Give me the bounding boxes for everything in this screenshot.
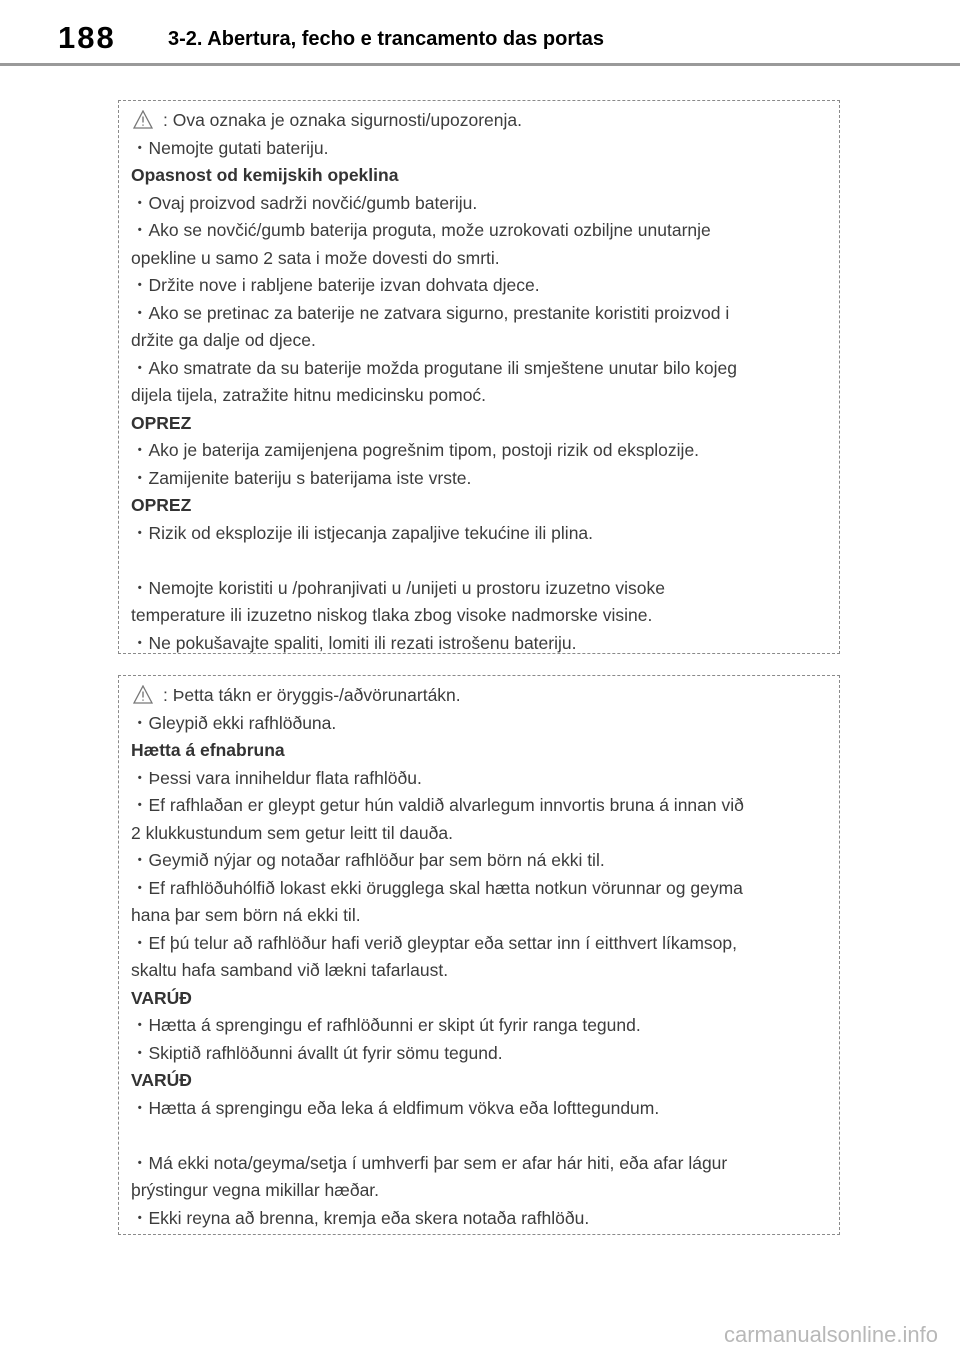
warning-text-line: [131, 820, 829, 848]
line-text: opekline u samo 2 sata i može dovesti do smrti.: [131, 247, 500, 268]
line-text: ・Zamijenite bateriju s baterijama iste vrste.: [131, 467, 472, 488]
line-text: Hætta á efnabruna: [131, 740, 285, 760]
warning-heading: [131, 492, 829, 520]
blank-line: [131, 1122, 829, 1150]
line-text: ・Ef þú telur að rafhlöður hafi verið gleyptar eða settar inn í eitthvert líkamsop,: [131, 932, 738, 953]
watermark: carmanualsonline.info: [723, 1322, 938, 1347]
line-text: hana þar sem börn ná ekki til.: [131, 905, 361, 925]
line-text: dijela tijela, zatražite hitnu medicinsku pomoć.: [131, 385, 487, 405]
warning-text-line: [131, 902, 829, 930]
line-text: ・Držite nove i rabljene baterije izvan dohvata djece.: [131, 275, 540, 295]
line-text: skaltu hafa samband við lækni tafarlaust.: [131, 960, 449, 980]
warning-text-line: [131, 1012, 829, 1040]
line-text: OPREZ: [131, 412, 192, 433]
line-text: temperature ili izuzetno niskog tlaka zbog visoke nadmorske visine.: [131, 605, 653, 625]
line-text: : Þetta tákn er öryggis-/aðvörunartákn.: [163, 685, 461, 705]
line-text: ・Skiptið rafhlöðunni ávallt út fyrir sömu tegund.: [131, 1042, 503, 1063]
warning-text-line: [131, 272, 829, 300]
warning-text-line: [131, 792, 829, 820]
warning-triangle-icon: [133, 110, 153, 138]
line-text: ・Ekki reyna að brenna, kremja eða skera notaða rafhlöðu.: [131, 1207, 590, 1228]
warning-text-line: [131, 135, 829, 163]
warning-text-line: [131, 710, 829, 738]
warning-text-line: [131, 602, 829, 630]
warning-box-icelandic: [118, 675, 840, 1235]
warning-text-line: [131, 355, 829, 383]
warning-text-line: [131, 957, 829, 985]
line-text: ・Ef rafhlaðan er gleypt getur hún valdið alvarlegum innvortis bruna á innan við: [131, 795, 744, 815]
line-text: ・Geymið nýjar og notaðar rafhlöður þar sem börn ná ekki til.: [131, 850, 605, 870]
line-text: ・Ako smatrate da su baterije možda progutane ili smještene unutar bilo kojeg: [131, 357, 738, 378]
line-text: þrýstingur vegna mikillar hæðar.: [131, 1180, 380, 1200]
warning-triangle-icon: [133, 685, 153, 713]
line-text: ・Ne pokušavajte spaliti, lomiti ili rezati istrošenu bateriju.: [131, 632, 577, 653]
warning-text-line: [131, 520, 829, 548]
line-text: ・Þessi vara inniheldur flata rafhlöðu.: [131, 767, 422, 788]
section-title: 3-2. Abertura, fecho e trancamento das portas: [168, 28, 605, 50]
warning-text-line: [131, 1150, 829, 1178]
line-text: ・Má ekki nota/geyma/setja í umhverfi þar sem er afar hár hiti, eða afar lágur: [131, 1152, 728, 1173]
warning-text-line: [131, 217, 829, 245]
warning-heading: [131, 985, 829, 1013]
line-text: VARÚÐ: [131, 987, 192, 1008]
line-text: : Ova oznaka je oznaka sigurnosti/upozorenja.: [163, 110, 522, 130]
warning-heading: [131, 737, 829, 765]
warning-text-line: [131, 465, 829, 493]
line-text: Opasnost od kemijskih opeklina: [131, 165, 399, 185]
line-text: ・Gleypið ekki rafhlöðuna.: [131, 712, 337, 733]
line-text: VARÚÐ: [131, 1070, 192, 1090]
warning-text-line: [131, 245, 829, 273]
warning-text-line: [131, 765, 829, 793]
line-text: držite ga dalje od djece.: [131, 330, 316, 350]
line-text: ・Nemojte koristiti u /pohranjivati u /unijeti u prostoru izuzetno visoke: [131, 577, 665, 598]
warning-box-croatian: [118, 100, 840, 654]
line-text: ・Ako se novčić/gumb baterija proguta, može uzrokovati ozbiljne unutarnje: [131, 220, 711, 240]
warning-text-line: [131, 930, 829, 958]
warning-text-line: [131, 437, 829, 465]
line-text: ・Nemojte gutati bateriju.: [131, 137, 329, 158]
page-number: 188: [58, 20, 116, 55]
warning-text-line: [131, 575, 829, 603]
warning-text-line: [131, 382, 829, 410]
warning-text-line: [131, 1095, 829, 1123]
line-text: OPREZ: [131, 495, 192, 515]
page-header: [0, 0, 960, 66]
line-text: ・Ako se pretinac za baterije ne zatvara sigurno, prestanite koristiti proizvod i: [131, 302, 730, 323]
line-text: ・Ako je baterija zamijenjena pogrešnim tipom, postoji rizik od eksplozije.: [131, 440, 700, 460]
warning-heading: [131, 1067, 829, 1095]
line-text: ・Rizik od eksplozije ili istjecanja zapaljive tekućine ili plina.: [131, 522, 594, 543]
line-text: ・Hætta á sprengingu eða leka á eldfimum vökva eða lofttegundum.: [131, 1097, 660, 1118]
warning-heading: [131, 162, 829, 190]
warning-text-line: [131, 847, 829, 875]
warning-text-line: [131, 1040, 829, 1068]
warning-text-line: [131, 300, 829, 328]
line-text: ・Ovaj proizvod sadrži novčić/gumb bateriju.: [131, 192, 478, 213]
warning-text-line: [131, 1205, 829, 1233]
warning-text-line: [131, 630, 829, 658]
warning-heading: [131, 410, 829, 438]
warning-text-line: [131, 190, 829, 218]
blank-line: [131, 547, 829, 575]
line-text: ・Ef rafhlöðuhólfið lokast ekki örugglega skal hætta notkun vörunnar og geyma: [131, 877, 743, 898]
warning-text-line: [131, 327, 829, 355]
line-text: ・Hætta á sprengingu ef rafhlöðunni er skipt út fyrir ranga tegund.: [131, 1015, 641, 1035]
warning-text-line: [131, 107, 829, 135]
warning-text-line: [131, 875, 829, 903]
warning-text-line: [131, 1177, 829, 1205]
line-text: 2 klukkustundum sem getur leitt til dauða.: [131, 822, 453, 843]
warning-text-line: [131, 682, 829, 710]
